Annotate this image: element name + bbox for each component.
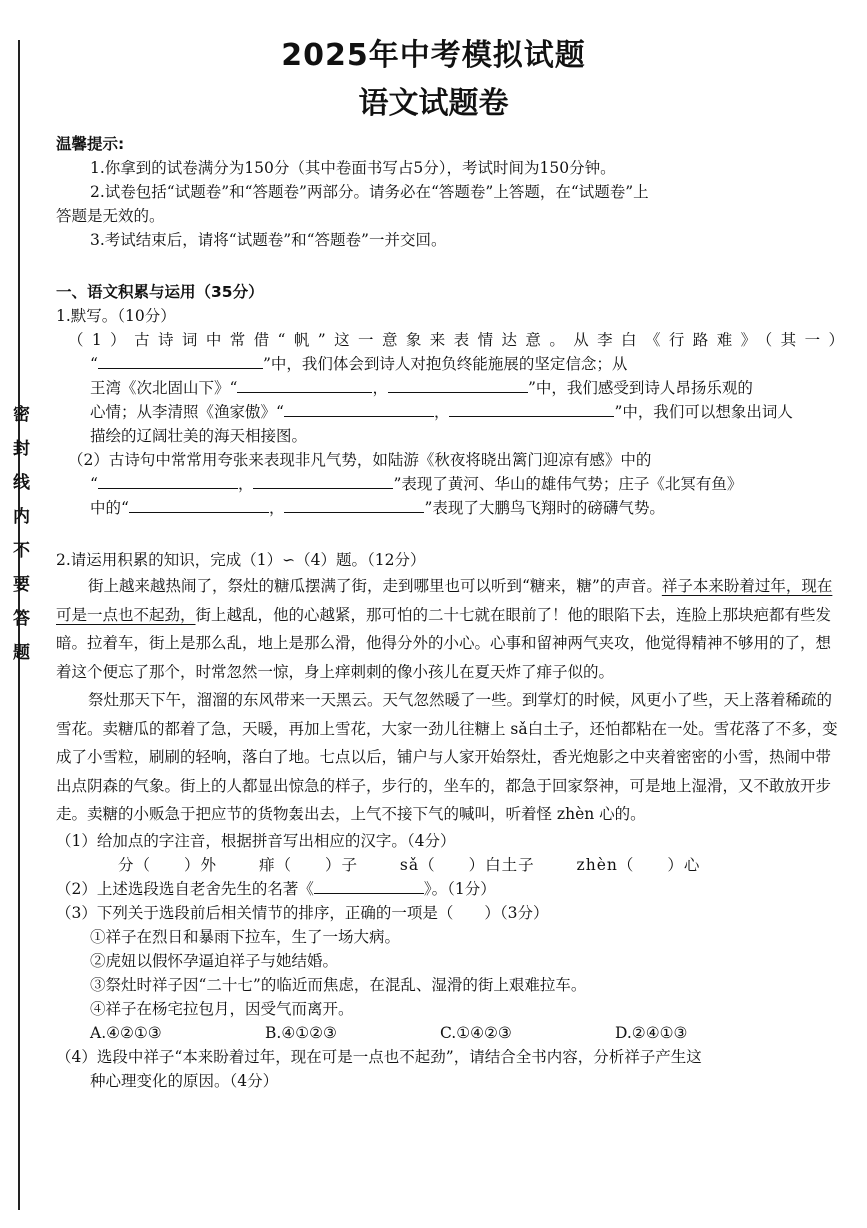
event-item: ①祥子在烈日和暴雨下拉车，生了一场大病。 <box>90 927 401 946</box>
notice-item: 2.试卷包括“试题卷”和“答题卷”两部分。请务必在“答题卷”上答题，在“试题卷”上 <box>90 183 649 201</box>
q1-part2-line <box>56 472 844 496</box>
pinyin-item[interactable]: sǎ（ ）白土子 <box>399 855 535 874</box>
text-fragment: 王湾《次北固山下》“ <box>90 379 238 397</box>
answer-blank[interactable] <box>129 496 269 513</box>
text-fragment: 街上越来越热闹了，祭灶的糖瓜摆满了街，走到哪里也可以听到“糖来，糖”的声音。 <box>88 577 662 595</box>
subquestion-title: 种心理变化的原因。（4分） <box>90 1071 279 1090</box>
pinyin-items <box>56 853 844 877</box>
q1-part1-line <box>56 376 844 400</box>
answer-blank[interactable] <box>253 472 393 489</box>
q1-part1-line <box>56 400 844 424</box>
answer-blank[interactable] <box>314 877 424 894</box>
option-b[interactable]: B.④①②③ <box>265 1023 337 1042</box>
subquestion-title: （4）选段中祥子“本来盼着过年，现在可是一点也不起劲”，请结合全书内容，分析祥子产生这 <box>56 1047 702 1066</box>
seal-line-notice: 密封线内不要答题 <box>9 405 29 677</box>
subquestion-title <box>56 877 844 901</box>
answer-blank[interactable] <box>284 496 424 513</box>
answer-blank[interactable] <box>237 376 372 393</box>
event-item: ③祭灶时祥子因“二十七”的临近而焦虑，在混乱、湿滑的街上艰难拉车。 <box>90 975 587 994</box>
text-fragment: ”中，我们体会到诗人对抱负终能施展的坚定信念；从 <box>262 355 628 373</box>
text-fragment: 》。（1分） <box>423 879 496 898</box>
text-fragment: 中的“ <box>90 499 129 517</box>
answer-blank[interactable] <box>98 472 238 489</box>
answer-options <box>56 1021 790 1045</box>
answer-blank[interactable] <box>284 400 434 417</box>
text-fragment: “ <box>90 355 98 373</box>
q1-part2-line <box>56 496 844 520</box>
question-title: 2.请运用积累的知识，完成（1）∽（4）题。（12分） <box>56 551 426 569</box>
notice-item: 3.考试结束后，请将“试题卷”和“答题卷”一并交回。 <box>90 231 447 249</box>
text-fragment: 心情；从李清照《渔家傲》“ <box>90 403 284 421</box>
passage-paragraph: 祭灶那天下午，溜溜的东风带来一天黑云。天气忽然暖了一些。到掌灯的时候，风更小了些，天上落着稀疏的雪花。卖糖瓜的都着了急，天暖，再加上雪花，大家一劲儿往糖上 sǎ白土子，还怕都粘在一处。雪花落了不多，变成了小雪粒，刷刷的轻响，落白了地。七点以后，铺户与人家开始祭灶，香光炮影之中夹着密密的小雪，热闹中带出点阴森的气象。街上的人都显出惊急的样子，步行的，坐车的，都急于回家祭神，可是地上湿滑，又不敢放开步走。卖糖的小贩急于把应节的货物轰出去，上气不接下气的喊叫，听着怪 zhèn 心的。 <box>56 691 838 823</box>
text-fragment: ， <box>268 499 285 517</box>
text-fragment: ”中，我们可以想象出词人 <box>614 403 793 421</box>
text-fragment: ”中，我们感受到诗人昂扬乐观的 <box>527 379 753 397</box>
passage-paragraph <box>56 572 844 686</box>
answer-blank[interactable] <box>449 400 614 417</box>
text-fragment: 街上越乱，他的心越紧，那可怕的二十七就在眼前了！他的眼陷下去，连脸上那块疤都有些发暗。拉着车，街上是那么乱，地上是那么滑，他得分外的小心。心事和留神两气夹攻，他觉得精神不够用的了，想着这个便忘了那个，时常忽然一惊，身上痒刺刺的像小孩儿在夏天炸了痱子似的。 <box>56 605 832 681</box>
subquestion-title: （1）给加点的字注音，根据拼音写出相应的汉字。（4分） <box>56 831 456 850</box>
option-d[interactable]: D.②④①③ <box>615 1023 688 1042</box>
text-fragment: ”表现了大鹏鸟飞翔时的磅礴气势。 <box>424 499 665 517</box>
notice-item: 1.你拿到的试卷满分为150分（其中卷面书写占5分），考试时间为150分钟。 <box>90 159 616 177</box>
event-item: ②虎妞以假怀孕逼迫祥子与她结婚。 <box>90 951 339 970</box>
text-fragment: （2）上述选段选自老舍先生的名著《 <box>56 879 314 898</box>
q1-part2-line: （2）古诗句中常常用夸张来表现非凡气势，如陆游《秋夜将晓出篱门迎凉有感》中的 <box>68 451 652 469</box>
underlined-sentence: 祥子本来盼着过年，现在可是一点也不起劲， <box>56 577 833 624</box>
q1-part1-line: 描绘的辽阔壮美的海天相接图。 <box>90 427 308 445</box>
notice-heading: 温馨提示: <box>56 135 125 153</box>
option-a[interactable]: A.④②①③ <box>90 1023 162 1042</box>
q1-part1-line <box>56 352 844 376</box>
notice-item: 答题是无效的。 <box>56 207 165 225</box>
question-title: 1.默写。（10分） <box>56 307 176 325</box>
pinyin-item[interactable]: 痱（ ）子 <box>258 855 358 874</box>
exam-subtitle: 语文试题卷 <box>358 86 509 121</box>
q1-part1-line: （1）古诗词中常借“帆”这一意象来表情达意。从李白《行路难》（其一） <box>68 331 844 349</box>
text-fragment: ， <box>237 475 254 493</box>
option-c[interactable]: C.①④②③ <box>440 1023 512 1042</box>
text-fragment: ”表现了黄河、华山的雄伟气势；庄子《北冥有鱼》 <box>393 475 743 493</box>
answer-blank[interactable] <box>98 352 263 369</box>
text-fragment: ， <box>372 379 388 397</box>
exam-title: 2025年中考模拟试题 <box>281 38 586 73</box>
text-fragment: ， <box>433 403 450 421</box>
answer-blank[interactable] <box>388 376 528 393</box>
section-heading: 一、语文积累与运用（35分） <box>56 283 264 301</box>
exam-content <box>56 132 844 1093</box>
pinyin-item[interactable]: zhèn（ ）心 <box>576 855 701 874</box>
subquestion-title: （3）下列关于选段前后相关情节的排序，正确的一项是（ ）（3分） <box>56 903 549 922</box>
text-fragment: “ <box>90 475 98 493</box>
event-item: ④祥子在杨宅拉包月，因受气而离开。 <box>90 999 354 1018</box>
pinyin-item[interactable]: 分（ ）外 <box>118 855 218 874</box>
